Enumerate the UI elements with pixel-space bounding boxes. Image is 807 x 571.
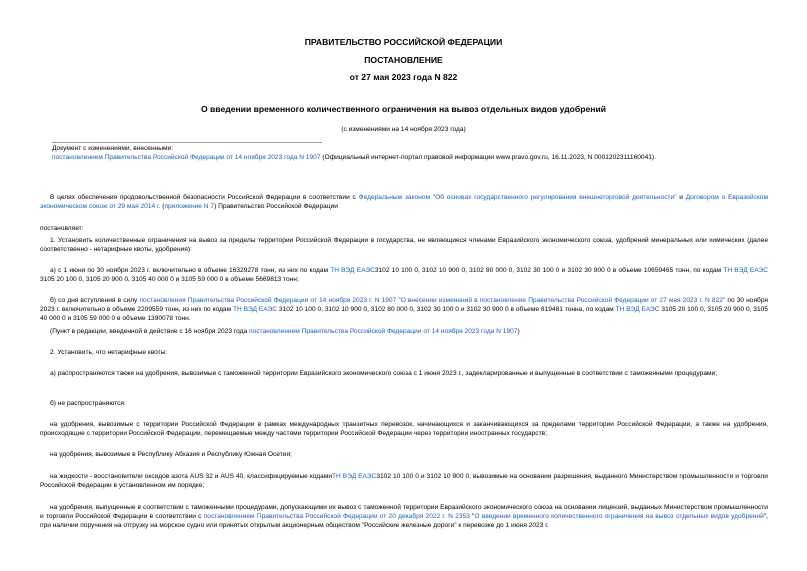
note-text-2: ): [517, 328, 520, 335]
decree-2353-link[interactable]: постановлением Правительства Российской Федерации от 20 декабря 2022 г. N 2353: [203, 513, 470, 521]
doc-type-heading: ПОСТАНОВЛЕНИЕ: [364, 55, 443, 65]
decree-2353-title-link[interactable]: О введении временного количественного ограничения на вывоз отдельных видов удобрений: [474, 513, 764, 521]
preamble-text-2: и: [676, 194, 686, 201]
changes-divider: [52, 142, 322, 143]
tnved-link[interactable]: ТН ВЭД ЕАЭС: [615, 306, 660, 314]
eaeu-treaty-link[interactable]: Договором о Евразийском экономическом союзе от 29 мая 2014 г.: [40, 194, 768, 211]
exemption-transit: на удобрения, вывозимые с территории Российской Федерации в рамках международных транзитных перевозок, начинающихся и заканчивающихся за пределами территории Российской Федерации, а также на удобрения, происходящие с территории Российской Федерации, перемещаемые между частями территории Российской Федерации через территории иностранных государств;: [40, 421, 768, 438]
changes-intro: Документ с изменениями, внесенными:: [52, 145, 174, 152]
federal-law-link[interactable]: Федеральным законом "Об основах государственного регулирования внешнеторговой деятельности": [358, 194, 677, 201]
preamble-paragraph: [40, 193, 768, 211]
item-1a-paragraph: [40, 266, 768, 284]
aus-text-1: на жидкости - восстановители оксидов азота AUS 32 и AUS 40, классифицируемые кодами: [50, 473, 333, 480]
item-1b-text-2: по 30 ноября 2023 г. включительно в объеме 2209559 тонн, из них по кодам: [40, 297, 768, 314]
amendment-note-link[interactable]: постановлением Правительства Российской Федерации от 14 ноября 2023 года N 1907: [248, 328, 518, 335]
exemption-licensed: [40, 503, 768, 531]
item-1-paragraph: 1. Установить количественные ограничения на вывоз за пределы территории Российской Федерации в государства, не являющиеся членами Евразийского экономического союза, удобрений минеральных или химических (далее соответственно - нетарифные квоты, удобрения):: [40, 237, 768, 254]
changes-line: [52, 153, 768, 162]
licensed-text-2: ": [469, 513, 475, 521]
item-2a-paragraph: а) распространяются также на удобрения, вывозимые с таможенной территории Евразийского экономического союза с 1 июня 2023 г., задекларированные и выпущенные в соответствии с таможенными процедурами;: [50, 370, 718, 377]
item-2-paragraph: 2. Установить, что нетарифные квоты:: [50, 349, 168, 356]
amendment-note: [40, 327, 768, 336]
preamble-text-3: (: [160, 203, 165, 211]
note-text-1: (Пункт в редакции, введенной в действие с 16 ноября 2023 года: [50, 328, 249, 335]
item-1b-text-3: 3102 10 100 0, 3102 10 900 0, 3102 80 000 0, 3102 30 100 0 и 3102 30 900 0 в объеме 819481 тонна, по кодам: [277, 306, 616, 314]
preamble-text-1: В целях обеспечения продовольственной безопасности Российской Федерации в соответствии с: [50, 194, 359, 201]
licensed-text-1: на удобрения, выпущенные в соответствии с таможенными процедурами, допускающими их вывоз с таможенной территории Евразийского экономического союза на основании лицензий, выданных Министерством промышленности и торговли Российской Федерации в соответствии с: [40, 504, 768, 521]
annex-link[interactable]: приложение N 7: [164, 203, 215, 211]
tnved-link[interactable]: ТН ВЭД ЕАЭС: [332, 473, 377, 480]
tnved-link[interactable]: ТН ВЭД ЕАЭС: [232, 306, 278, 314]
changes-block: [52, 144, 768, 162]
org-heading: ПРАВИТЕЛЬСТВО РОССИЙСКОЙ ФЕДЕРАЦИИ: [304, 37, 503, 47]
item-1b-paragraph: [40, 296, 768, 324]
aus-text-2: 3102 10 100 0 и 3102 10 900 0, вывозимые на основании разрешения, выданного Министерством промышленности и торговли Российской Федерации в установленном им порядке;: [40, 473, 768, 490]
exemption-abkhazia: на удобрения, вывозимые в Республику Абхазия и Республику Южная Осетия;: [50, 451, 292, 458]
revision-note: (с изменениями на 14 ноября 2023 года): [341, 126, 466, 133]
item-1b-text-1: б) со дня вступления в силу: [50, 297, 140, 304]
preamble-text-4: ) Правительство Российской Федерации: [214, 203, 338, 211]
tnved-link[interactable]: ТН ВЭД ЕАЭС: [330, 267, 375, 274]
item-1b-text-4: 3105 20 100 0, 3105 20 900 0, 3105 40 000 0 и 3105 59 000 0 в объеме 1390078 тонн.: [40, 306, 768, 323]
item-1a-text-3: 3105 20 100 0, 3105 20 900 0, 3105 40 000 0 и 3105 59 000 0 в объеме 5669813 тонн;: [40, 276, 299, 284]
document-title: О введении временного количественного ограничения на вывоз отдельных видов удобрений: [200, 104, 607, 114]
decree-word: постановляет:: [40, 225, 84, 232]
item-1a-text-1: а) с 1 июня по 30 ноября 2023 г. включительно в объеме 16329278 тонн, из них по кодам: [50, 267, 331, 274]
exemption-aus: [40, 472, 768, 490]
changes-source: (Официальный интернет-портал правовой информации www.pravo.gov.ru, 16.11.2023, N 0001202311160041).: [320, 154, 656, 162]
item-1a-text-2: 3102 10 100 0, 3102 10 900 0, 3102 80 000 0, 3102 30 100 0 и 3102 30 900 0 в объеме 10659465 тонн, по кодам: [374, 267, 724, 274]
licensed-text-3: ", при наличии поручения на отгрузку на морское судно или принятых открытым акционерным обществом "Российские железные дороги" к перевозке до 1 июня 2023 г.: [40, 513, 768, 530]
date-number-heading: от 27 мая 2023 года N 822: [349, 72, 458, 82]
item-2b-paragraph: б) не распространяются:: [50, 400, 126, 407]
tnved-link[interactable]: ТН ВЭД ЕАЭС: [723, 267, 768, 274]
amendment-decree-link[interactable]: постановления Правительства Российской Федерации от 14 ноября 2023 г. N 1907 "О внесении изменений в постановление Правительства Российской Федерации от 27 мая 2023 г. N 822": [139, 297, 726, 304]
changes-link[interactable]: постановлением Правительства Российской Федерации от 14 ноября 2023 года N 1907: [52, 154, 321, 162]
